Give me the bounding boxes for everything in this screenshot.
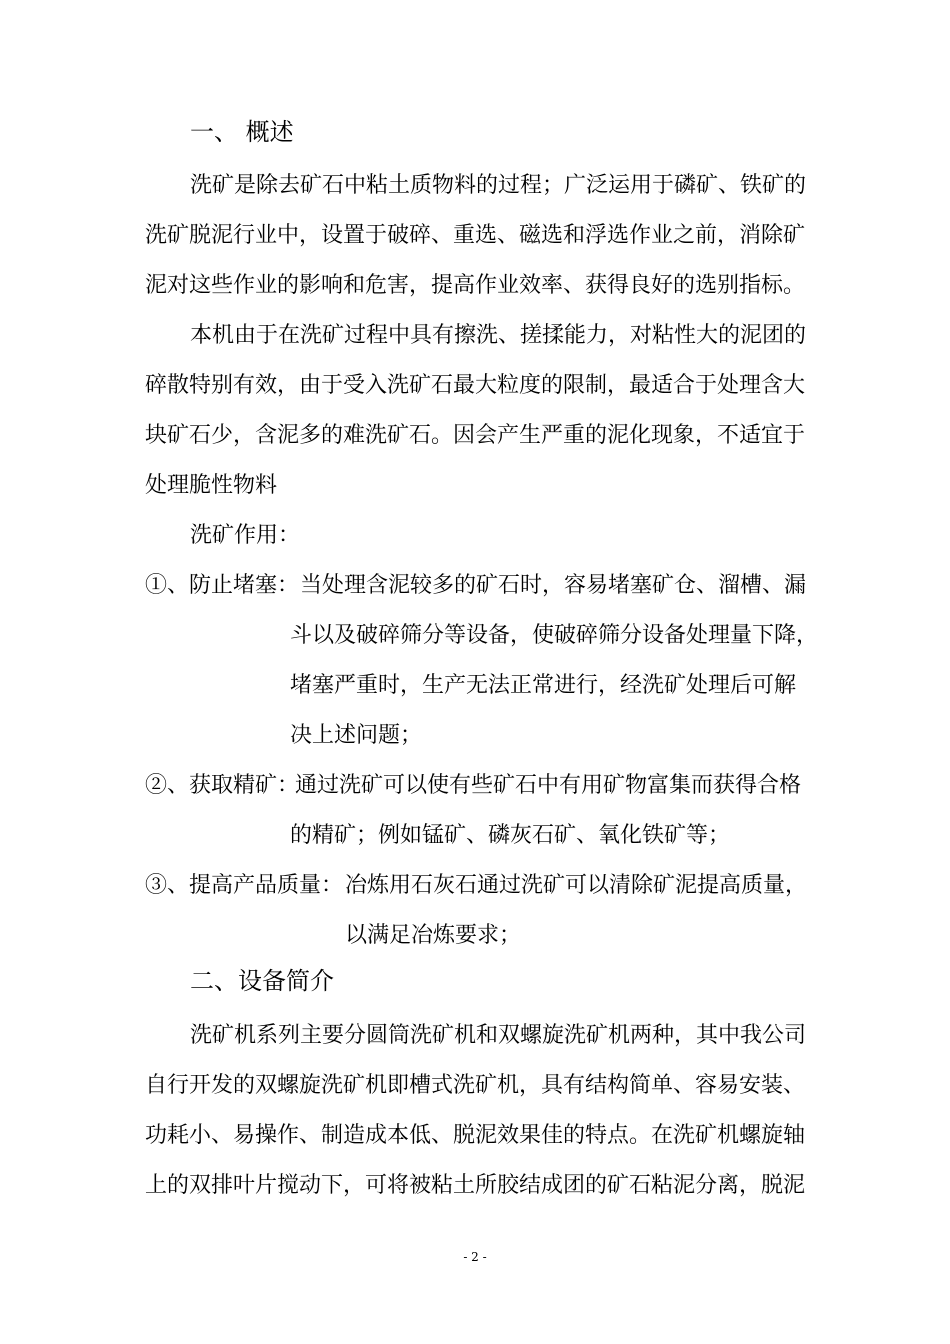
paragraph-line: 碎散特别有效，由于受入洗矿石最大粒度的限制，最适合于处理含大 <box>145 373 806 398</box>
list-item-label: ②、获取精矿： <box>145 773 300 798</box>
section1-title: 一、 概述 <box>190 118 294 146</box>
list-item-label: ①、防止堵塞： <box>145 573 300 598</box>
list-item-line: 堵塞严重时，生产无法正常进行，经洗矿处理后可解 <box>290 673 797 698</box>
section2-title: 二、设备简介 <box>190 967 334 995</box>
paragraph-line: 洗矿机系列主要分圆筒洗矿机和双螺旋洗矿机两种，其中我公司 <box>190 1023 807 1048</box>
uses-title: 洗矿作用： <box>190 523 301 548</box>
paragraph-line: 块矿石少，含泥多的难洗矿石。因会产生严重的泥化现象，不适宜于 <box>145 423 806 448</box>
paragraph-line: 洗矿是除去矿石中粘土质物料的过程；广泛运用于磷矿、铁矿的 <box>190 173 807 198</box>
paragraph-line: 泥对这些作业的影响和危害，提高作业效率、获得良好的选别指标。 <box>145 273 806 298</box>
list-item-line: 以满足冶炼要求； <box>345 923 522 948</box>
list-item-line: 决上述问题； <box>290 723 423 748</box>
list-item-line: 斗以及破碎筛分等设备，使破碎筛分设备处理量下降， <box>290 623 819 648</box>
paragraph-line: 功耗小、易操作、制造成本低、脱泥效果佳的特点。在洗矿机螺旋轴 <box>145 1123 806 1148</box>
paragraph-line: 自行开发的双螺旋洗矿机即槽式洗矿机，具有结构简单、容易安装、 <box>145 1073 806 1098</box>
list-item-line: 冶炼用石灰石通过洗矿可以清除矿泥提高质量， <box>345 873 808 898</box>
list-item-label: ③、提高产品质量： <box>145 873 344 898</box>
paragraph-line: 上的双排叶片搅动下，可将被粘土所胶结成团的矿石粘泥分离，脱泥 <box>145 1173 806 1198</box>
list-item-line: 当处理含泥较多的矿石时，容易堵塞矿仓、溜槽、漏 <box>300 573 807 598</box>
paragraph-line: 洗矿脱泥行业中，设置于破碎、重选、磁选和浮选作业之前，消除矿 <box>145 223 806 248</box>
paragraph-line: 本机由于在洗矿过程中具有擦洗、搓揉能力，对粘性大的泥团的 <box>190 323 807 348</box>
page-number: - 2 - <box>463 1250 487 1264</box>
list-item-line: 的精矿；例如锰矿、磷灰石矿、氧化铁矿等； <box>290 823 731 848</box>
list-item-line: 通过洗矿可以使有些矿石中有用矿物富集而获得合格 <box>295 773 802 798</box>
paragraph-line: 处理脆性物料 <box>145 473 278 498</box>
